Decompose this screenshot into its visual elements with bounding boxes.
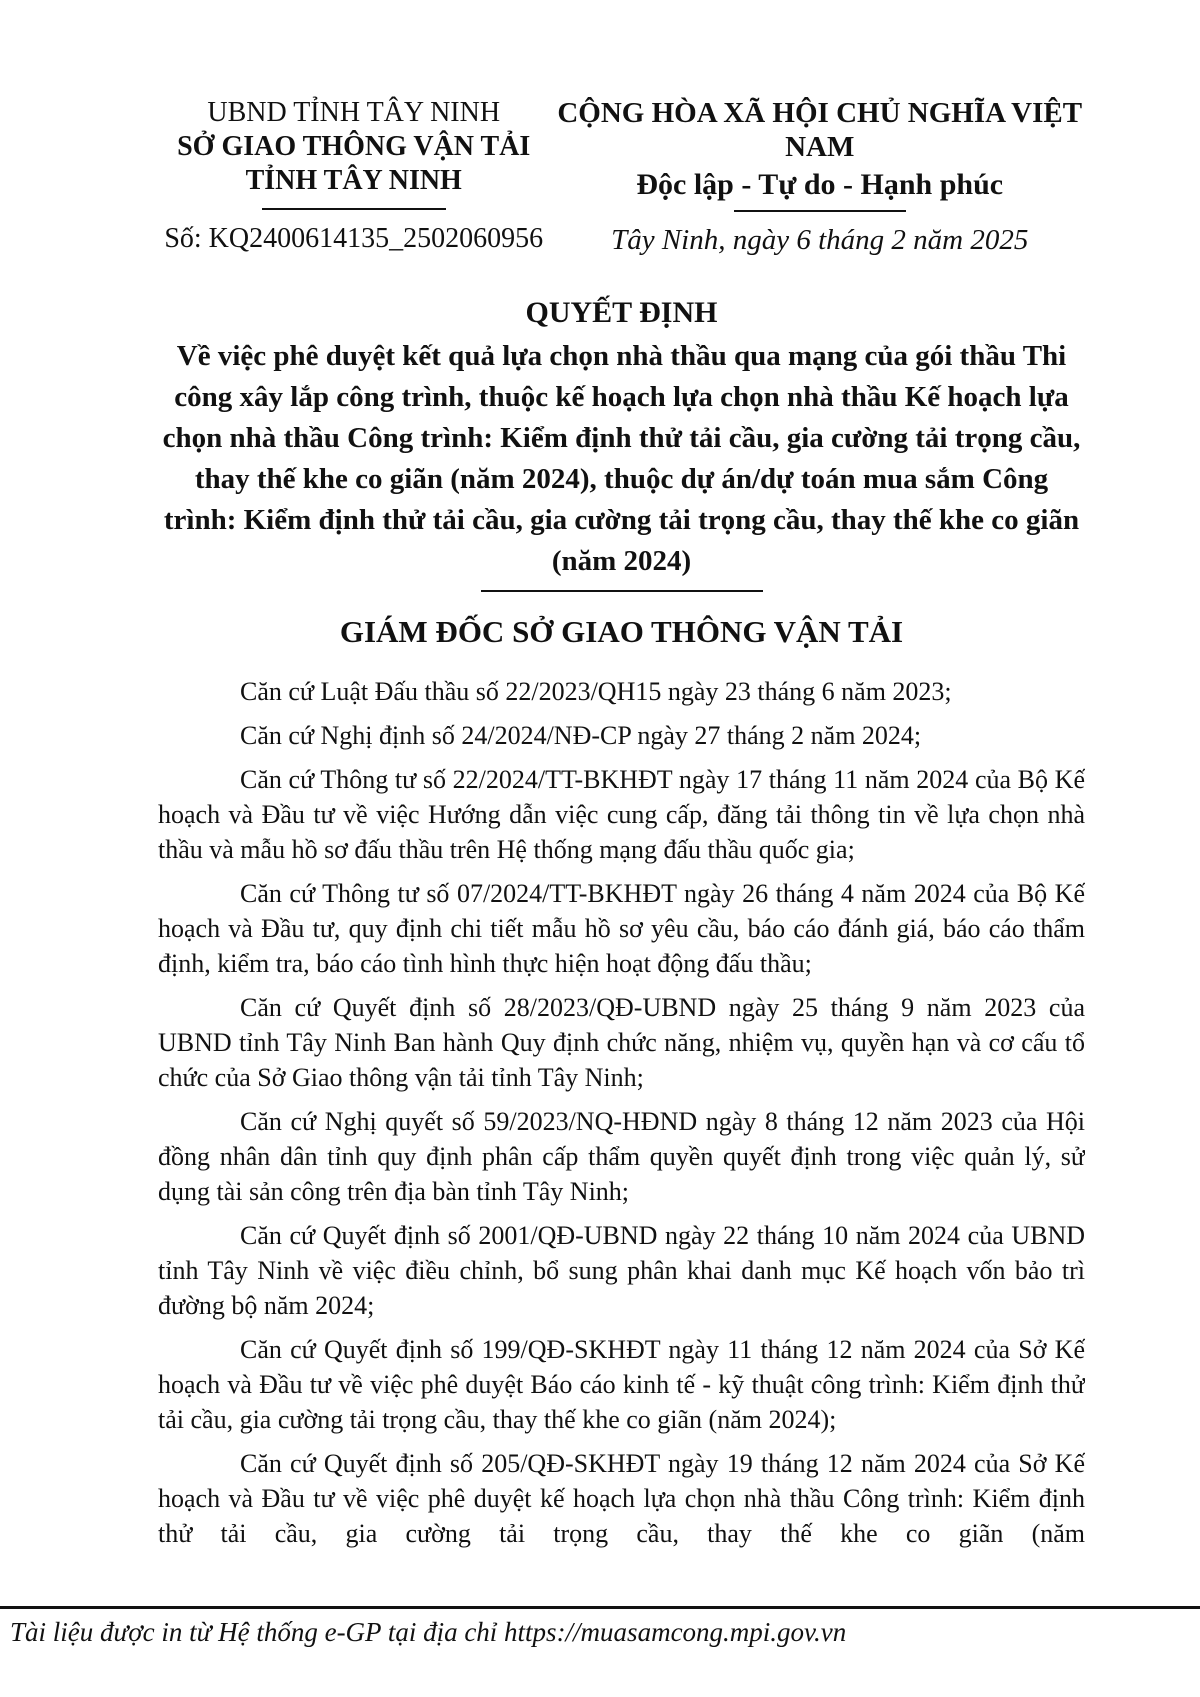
legal-basis-paragraph-truncated: Căn cứ Quyết định số 205/QĐ-SKHĐT ngày 19 tháng 12 năm 2024 của Sở Kế hoạch và Đầu tư về việc phê duyệt kế hoạch lựa chọn nhà thầu Công trình: Kiểm định thử tải cầu, gia cường tải trọng cầu, thay thế khe co giãn (năm [158,1449,1085,1548]
agency-province: TỈNH TÂY NINH [245,165,462,196]
agency-parent: UBND TỈNH TÂY NINH [207,97,501,128]
agency-divider-rule [262,208,446,210]
agency-name: SỞ GIAO THÔNG VẬN TẢI [177,131,531,162]
legal-basis-paragraph: Căn cứ Nghị quyết số 59/2023/NQ-HĐND ngày 8 tháng 12 năm 2023 của Hội đồng nhân dân tỉnh quy định phân cấp thẩm quyền quyết định trong việc quản lý, sử dụng tài sản công trên địa bàn tỉnh Tây Ninh; [158,1107,1085,1206]
issuing-agency-block [158,96,549,256]
legal-basis-paragraph: Căn cứ Thông tư số 22/2024/TT-BKHĐT ngày 17 tháng 11 năm 2024 của Bộ Kế hoạch và Đầu tư về việc Hướng dẫn việc cung cấp, đăng tải thông tin về lựa chọn nhà thầu và mẫu hồ sơ đấu thầu trên Hệ thống mạng đấu thầu quốc gia; [158,765,1085,864]
decision-subject: Về việc phê duyệt kết quả lựa chọn nhà thầu qua mạng của gói thầu Thi công xây lắp công trình, thuộc kế hoạch lựa chọn nhà thầu Kế hoạch lựa chọn nhà thầu Công trình: Kiểm định thử tải cầu, gia cường tải trọng cầu, thay thế khe co giãn (năm 2024), thuộc dự án/dự toán mua sắm Công trình: Kiểm định thử tải cầu, gia cường tải trọng cầu, thay thế khe co giãn (năm 2024) [162,340,1081,577]
deciding-authority: GIÁM ĐỐC SỞ GIAO THÔNG VẬN TẢI [339,614,904,649]
page-footer [0,1606,1200,1648]
document-number: Số: KQ2400614135_2502060956 [164,223,544,254]
national-motto: Độc lập - Tự do - Hạnh phúc [636,168,1004,201]
national-title: CỘNG HÒA XÃ HỘI CHỦ NGHĨA VIỆT NAM [557,97,1083,163]
legal-basis-paragraph: Căn cứ Luật Đấu thầu số 22/2023/QH15 ngày 23 tháng 6 năm 2023; [240,677,952,706]
subject-divider-rule [481,590,763,592]
legal-basis-paragraph: Căn cứ Quyết định số 2001/QĐ-UBND ngày 22 tháng 10 năm 2024 của UBND tỉnh Tây Ninh về việc điều chỉnh, bổ sung phân khai danh mục Kế hoạch vốn bảo trì đường bộ năm 2024; [158,1221,1085,1320]
decision-title: QUYẾT ĐỊNH [525,296,718,329]
place-dateline: Tây Ninh, ngày 6 tháng 2 năm 2025 [611,224,1029,256]
national-header-block [549,96,1090,257]
legal-basis-paragraph: Căn cứ Quyết định số 199/QĐ-SKHĐT ngày 11 tháng 12 năm 2024 của Sở Kế hoạch và Đầu tư về việc phê duyệt Báo cáo kinh tế - kỹ thuật công trình: Kiểm định thử tải cầu, gia cường tải trọng cầu, thay thế khe co giãn (năm 2024); [158,1335,1085,1434]
legal-basis-paragraph: Căn cứ Quyết định số 28/2023/QĐ-UBND ngày 25 tháng 9 năm 2023 của UBND tỉnh Tây Ninh Ban hành Quy định chức năng, nhiệm vụ, quyền hạn và cơ cấu tổ chức của Sở Giao thông vận tải tỉnh Tây Ninh; [158,993,1085,1092]
legal-basis-paragraph: Căn cứ Thông tư số 07/2024/TT-BKHĐT ngày 26 tháng 4 năm 2024 của Bộ Kế hoạch và Đầu tư, quy định chi tiết mẫu hồ sơ yêu cầu, báo cáo đánh giá, báo cáo thẩm định, kiểm tra, báo cáo tình hình thực hiện hoạt động đấu thầu; [158,879,1085,978]
document-header [0,0,1200,257]
egp-print-note: Tài liệu được in từ Hệ thống e-GP tại địa chỉ https://muasamcong.mpi.gov.vn [10,1617,847,1647]
legal-basis-paragraph: Căn cứ Nghị định số 24/2024/NĐ-CP ngày 27 tháng 2 năm 2024; [240,721,922,750]
decision-title-block [158,295,1085,592]
motto-divider-rule [734,210,906,212]
decision-body [158,674,1085,1560]
